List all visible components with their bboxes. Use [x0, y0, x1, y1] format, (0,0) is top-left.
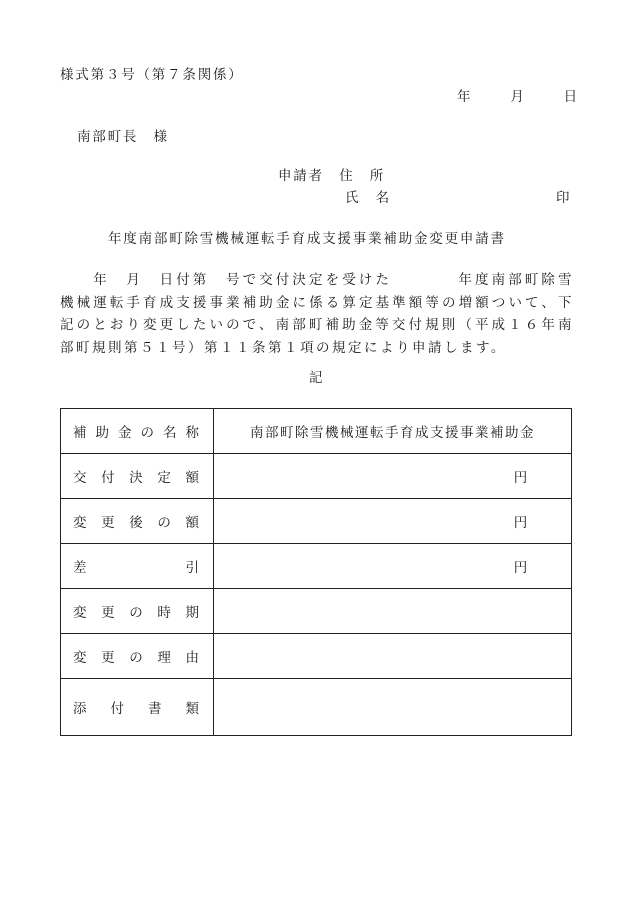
table-row — [61, 589, 572, 634]
row-unit: 円 — [513, 470, 529, 486]
row-label: 補助金の名称 — [73, 425, 201, 441]
seal-mark: 印 — [556, 190, 572, 206]
row-value-cell — [214, 409, 572, 454]
row-label: 交付決定額 — [73, 470, 201, 486]
row-label-cell — [61, 499, 214, 544]
detail-table — [60, 408, 572, 736]
date-day: 日 — [563, 89, 579, 105]
body-line: 部町規則第５１号）第１１条第１項の規定により申請します。 — [60, 339, 507, 356]
body-line: 記のとおり変更したいので、南部町補助金等交付規則（平成１６年南 — [60, 317, 574, 333]
table-row — [61, 454, 572, 499]
row-value: 南部町除雪機械運転手育成支援事業補助金 — [250, 425, 535, 441]
row-label-cell — [61, 589, 214, 634]
row-label: 添付書類 — [73, 701, 201, 717]
table-row — [61, 679, 572, 736]
row-label: 変更後の額 — [73, 515, 201, 531]
addressee: 南部町長 様 — [77, 129, 169, 145]
table-row — [61, 499, 572, 544]
row-label-cell — [61, 679, 214, 736]
table-row — [61, 634, 572, 679]
body-text — [60, 269, 574, 359]
table-row — [61, 409, 572, 454]
document-title: 年度南部町除雪機械運転手育成支援事業補助金変更申請書 — [108, 231, 506, 247]
row-value-cell — [214, 499, 572, 544]
row-label-cell — [61, 544, 214, 589]
row-label: 差引 — [73, 560, 201, 576]
body-line: 機械運転手育成支援事業補助金に係る算定基準額等の増額ついて、下 — [60, 294, 574, 311]
date-year: 年 — [457, 89, 473, 105]
date-line — [457, 91, 579, 105]
row-unit: 円 — [513, 515, 529, 531]
applicant-address-label: 申請者 住 所 — [278, 168, 386, 184]
date-month: 月 — [510, 89, 526, 105]
row-label: 変更の時期 — [73, 605, 201, 621]
body-line: 年 月 日付第 号で交付決定を受けた 年度南部町除雪 — [60, 272, 574, 288]
row-value-cell — [214, 589, 572, 634]
table-row — [61, 544, 572, 589]
row-label-cell — [61, 454, 214, 499]
row-label: 変更の理由 — [73, 650, 201, 666]
form-number: 様式第３号（第７条関係） — [60, 67, 244, 83]
row-unit: 円 — [513, 560, 529, 576]
record-heading: 記 — [309, 370, 325, 386]
row-value-cell — [214, 679, 572, 736]
row-value-cell — [214, 454, 572, 499]
row-label-cell — [61, 634, 214, 679]
row-value-cell — [214, 634, 572, 679]
applicant-name-label: 氏 名 — [345, 190, 391, 206]
row-value-cell — [214, 544, 572, 589]
row-label-cell — [61, 409, 214, 454]
